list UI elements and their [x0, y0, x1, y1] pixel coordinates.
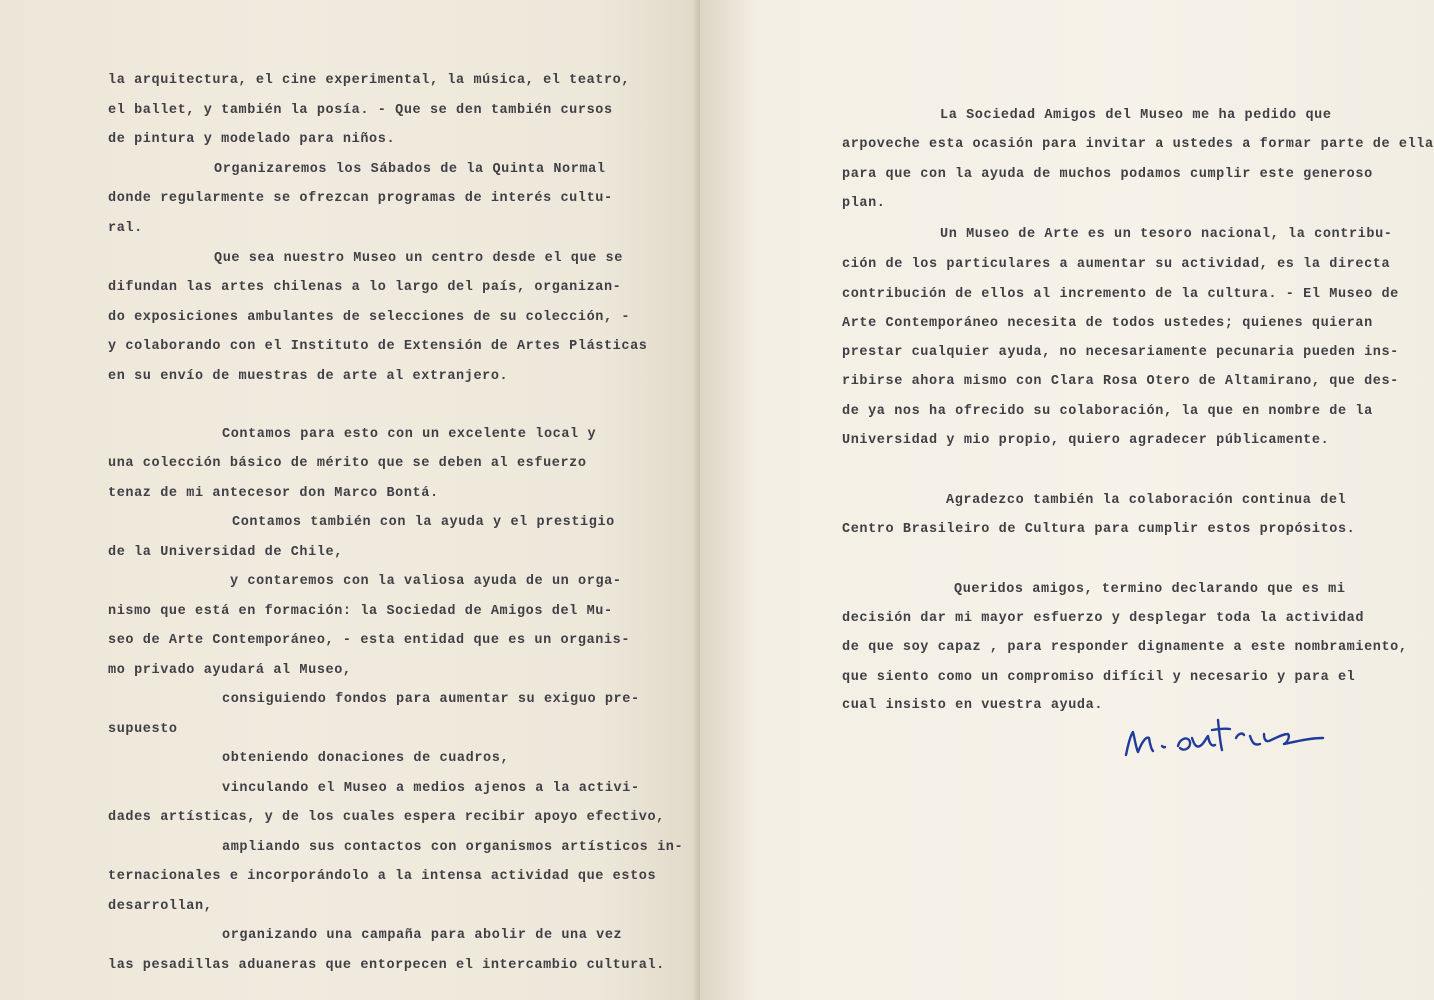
text-line: Agradezco también la colaboración continua del [946, 493, 1347, 508]
text-line: arpoveche esta ocasión para invitar a ustedes a formar parte de ella [842, 137, 1434, 152]
text-line: de pintura y modelado para niños. [108, 132, 396, 147]
text-line: decisión dar mi mayor esfuerzo y desplegar toda la actividad [842, 611, 1365, 626]
text-line: supuesto [108, 722, 178, 737]
text-line: organizando una campaña para abolir de una vez [222, 928, 623, 943]
text-line: el ballet, y también la posía. - Que se den también cursos [108, 103, 613, 118]
text-line: que siento como un compromiso difícil y necesario y para el [842, 670, 1356, 685]
text-line: Arte Contemporáneo necesita de todos ustedes; quienes quieran [842, 316, 1373, 331]
text-line: dades artísticas, y de los cuales espera recibir apoyo efectivo, [108, 810, 665, 825]
text-line: mo privado ayudará al Museo, [108, 663, 352, 678]
text-line: consiguiendo fondos para aumentar su exiguo pre- [222, 692, 640, 707]
text-line: do exposiciones ambulantes de selecciones de su colección, - [108, 310, 631, 325]
text-line: desarrollan, [108, 899, 213, 914]
text-line: donde regularmente se ofrezcan programas de interés cultu- [108, 191, 613, 206]
text-line: Centro Brasileiro de Cultura para cumplir estos propósitos. [842, 522, 1356, 537]
text-line: de la Universidad de Chile, [108, 545, 343, 560]
text-line: plan. [842, 196, 886, 211]
text-line: y colaborando con el Instituto de Extensión de Artes Plásticas [108, 339, 648, 354]
text-line: tenaz de mi antecesor don Marco Bontá. [108, 486, 439, 501]
text-line: las pesadillas aduaneras que entorpecen el intercambio cultural. [108, 958, 665, 973]
text-line: difundan las artes chilenas a lo largo del país, organizan- [108, 280, 622, 295]
right-page [700, 0, 1434, 1000]
text-line: nismo que está en formación: la Sociedad de Amigos del Mu- [108, 604, 613, 619]
left-page [0, 0, 700, 1000]
text-line: vinculando el Museo a medios ajenos a la activi- [222, 781, 640, 796]
text-line: contribución de ellos al incremento de la cultura. - El Museo de [842, 287, 1399, 302]
text-line: cual insisto en vuestra ayuda. [842, 698, 1104, 713]
signature [1118, 700, 1368, 770]
text-line: Contamos para esto con un excelente local y [222, 427, 597, 442]
text-line: Contamos también con la ayuda y el prestigio [232, 515, 615, 530]
text-line: seo de Arte Contemporáneo, - esta entidad que es un organis- [108, 633, 631, 648]
text-line: en su envío de muestras de arte al extranjero. [108, 369, 509, 384]
text-line: ral. [108, 221, 143, 236]
text-line: Organizaremos los Sábados de la Quinta Normal [214, 162, 606, 177]
text-line: la arquitectura, el cine experimental, la música, el teatro, [108, 73, 631, 88]
text-line: de ya nos ha ofrecido su colaboración, la que en nombre de la [842, 404, 1373, 419]
text-line: prestar cualquier ayuda, no necesariamente pecunaria pueden ins- [842, 345, 1399, 360]
text-line: Universidad y mio propio, quiero agradecer públicamente. [842, 433, 1330, 448]
text-line: obteniendo donaciones de cuadros, [222, 751, 510, 766]
text-line: Que sea nuestro Museo un centro desde el que se [214, 251, 623, 266]
text-line: La Sociedad Amigos del Museo me ha pedido que [940, 108, 1332, 123]
text-line: ción de los particulares a aumentar su actividad, es la directa [842, 257, 1391, 272]
text-line: Un Museo de Arte es un tesoro nacional, la contribu- [940, 227, 1393, 242]
text-line: ribirse ahora mismo con Clara Rosa Otero de Altamirano, que des- [842, 374, 1399, 389]
text-line: y contaremos con la valiosa ayuda de un orga- [230, 574, 622, 589]
text-line: de que soy capaz , para responder dignamente a este nombramiento, [842, 640, 1408, 655]
text-line: ampliando sus contactos con organismos artísticos in- [222, 840, 684, 855]
text-line: para que con la ayuda de muchos podamos cumplir este generoso [842, 167, 1373, 182]
text-line: ternacionales e incorporándolo a la intensa actividad que estos [108, 869, 657, 884]
text-line: Queridos amigos, termino declarando que es mi [954, 582, 1346, 597]
text-line: una colección básico de mérito que se deben al esfuerzo [108, 456, 587, 471]
